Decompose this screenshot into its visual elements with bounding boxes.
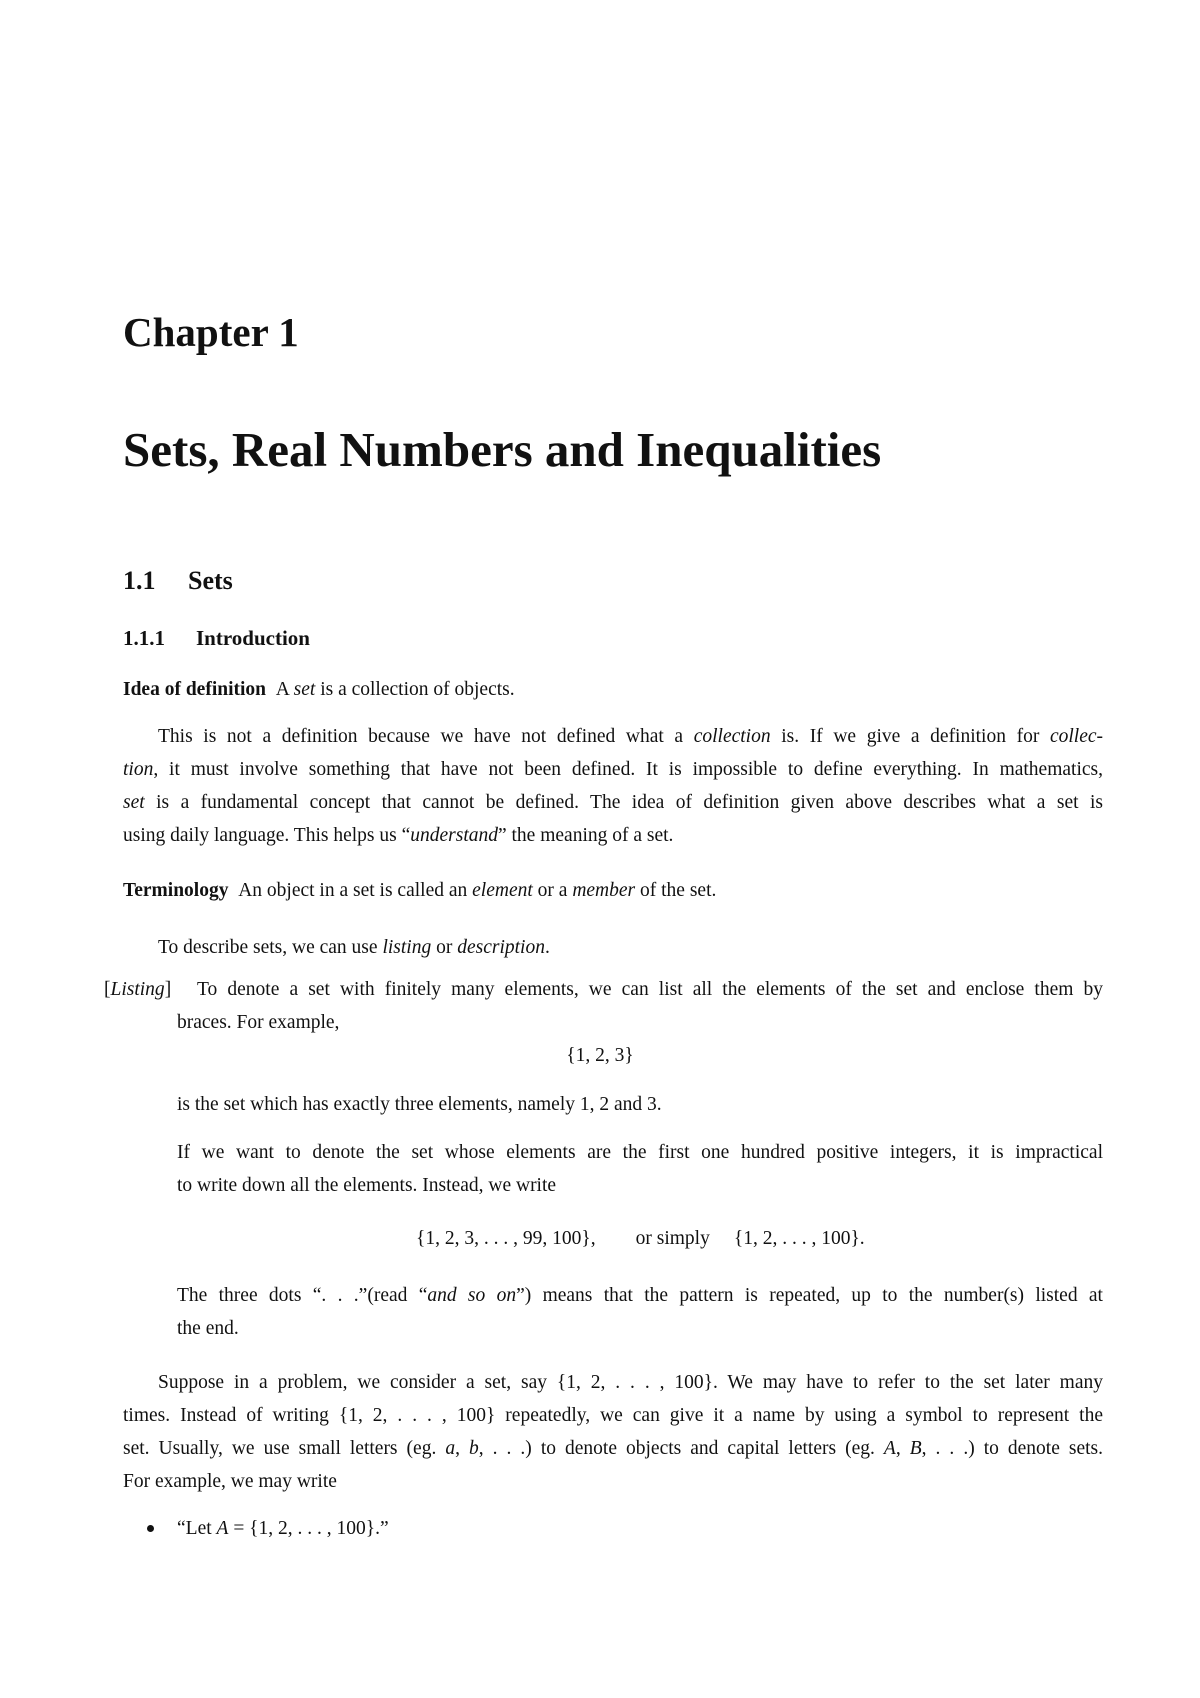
var-A: A — [883, 1438, 896, 1459]
para1-text: This is not a definition because we have not defined what a — [158, 726, 694, 747]
listing-tag — [104, 980, 171, 1000]
para1-term-tion: tion — [123, 759, 154, 780]
term-description: description — [457, 937, 545, 958]
idea-term: set — [293, 679, 316, 700]
describe-text: To describe sets, we can use — [158, 937, 383, 958]
para1-line3 — [123, 793, 1103, 813]
listing-text: ”) means that the pattern is repeated, up to the number(s) listed at — [516, 1285, 1103, 1306]
terminology-heading: Terminology — [123, 880, 229, 901]
listing-line6 — [177, 1286, 1103, 1306]
listing-line2: braces. For example, — [177, 1012, 340, 1033]
equation-2-or-simply: or simply — [635, 1228, 710, 1249]
section-heading — [123, 568, 233, 594]
chapter-title: Sets, Real Numbers and Inequalities — [123, 422, 882, 477]
para1-line1 — [158, 727, 1103, 747]
para2-text: , — [455, 1438, 469, 1459]
listing-line1 — [197, 980, 1103, 1000]
idea-text-b: is a collection of objects. — [315, 679, 515, 700]
listing-bracket: ] — [164, 979, 172, 1000]
bullet-icon — [147, 1525, 154, 1532]
equation-2 — [416, 1229, 865, 1249]
terminology-text: of the set. — [635, 880, 717, 901]
subsection-title: Introduction — [196, 626, 310, 650]
describe-sets — [158, 938, 550, 958]
equation-2-part-a: {1, 2, 3, . . . , 99, 100}, — [416, 1228, 596, 1249]
bullet-item — [177, 1519, 389, 1539]
para2-text: , . . .) to denote objects and capital letters (eg. — [478, 1438, 884, 1459]
para2-line3 — [123, 1439, 1103, 1459]
para1-text: is a fundamental concept that cannot be defined. The idea of definition given above describes what a set is — [144, 792, 1103, 813]
listing-text: If we want to denote the set whose elements are the first one hundred positive integers, it is impractical — [177, 1142, 1103, 1163]
terminology-text: An object in a set is called an — [238, 880, 473, 901]
listing-line4 — [177, 1143, 1103, 1163]
listing-line5: to write down all the elements. Instead, we write — [177, 1175, 557, 1196]
idea-text-a: A — [275, 679, 294, 700]
describe-text: or — [431, 937, 458, 958]
var-b: b — [469, 1438, 479, 1459]
equation-2-part-b: {1, 2, . . . , 100}. — [733, 1228, 865, 1249]
chapter-label: Chapter 1 — [123, 309, 299, 355]
bullet-text: = {1, 2, . . . , 100}.” — [228, 1518, 389, 1539]
terminology — [123, 881, 716, 901]
var-B: B — [909, 1438, 922, 1459]
listing-line7: the end. — [177, 1318, 239, 1339]
terminology-text: or a — [532, 880, 573, 901]
para1-term-collec: collec- — [1049, 726, 1104, 747]
para2-line2 — [123, 1406, 1103, 1426]
term-listing: listing — [382, 937, 432, 958]
para1-line4 — [123, 826, 673, 846]
para1-text: , it must involve something that have not been defined. It is impossible to define everything. In mathematics, — [153, 759, 1103, 780]
para2-text: , — [895, 1438, 910, 1459]
section-number: 1.1 — [123, 566, 156, 595]
term-element: element — [472, 880, 533, 901]
bullet-text: “Let — [177, 1518, 217, 1539]
para1-term-set: set — [123, 792, 145, 813]
para1-line2 — [123, 760, 1103, 780]
para2-text: set. Usually, we use small letters (eg. — [123, 1438, 446, 1459]
para2-line4: For example, we may write — [123, 1471, 337, 1492]
idea-heading: Idea of definition — [123, 679, 267, 700]
subsection-heading — [123, 628, 310, 649]
para2-line1 — [158, 1373, 1103, 1393]
listing-text: The three dots “. . .”(read “ — [177, 1285, 428, 1306]
para1-term-collection: collection — [693, 726, 771, 747]
var-a: a — [445, 1438, 456, 1459]
subsection-number: 1.1.1 — [123, 626, 165, 650]
para2-text: , . . .) to denote sets. — [921, 1438, 1104, 1459]
listing-bracket: [ — [104, 979, 111, 1000]
describe-text: . — [544, 937, 550, 958]
para1-term-understand: understand — [410, 825, 498, 846]
var-A: A — [216, 1518, 229, 1539]
term-and-so-on: and so on — [427, 1285, 517, 1306]
para2-text: times. Instead of writing {1, 2, . . . , 100} repeatedly, we can give it a name by using a symbol to represent the — [123, 1405, 1103, 1426]
listing-text: To denote a set with finitely many elements, we can list all the elements of the set and enclose them by — [197, 979, 1103, 1000]
section-title: Sets — [188, 566, 233, 595]
para2-text: Suppose in a problem, we consider a set, say {1, 2, . . . , 100}. We may have to refer to the set later many — [158, 1372, 1103, 1393]
para1-text: using daily language. This helps us “ — [123, 825, 411, 846]
listing-label: Listing — [110, 979, 165, 1000]
para1-text: is. If we give a definition for — [770, 726, 1050, 747]
listing-line3: is the set which has exactly three elements, namely 1, 2 and 3. — [177, 1094, 662, 1115]
term-member: member — [572, 880, 636, 901]
para1-text: ” the meaning of a set. — [497, 825, 674, 846]
idea-of-definition — [123, 680, 515, 700]
equation-1: {1, 2, 3} — [566, 1045, 634, 1066]
